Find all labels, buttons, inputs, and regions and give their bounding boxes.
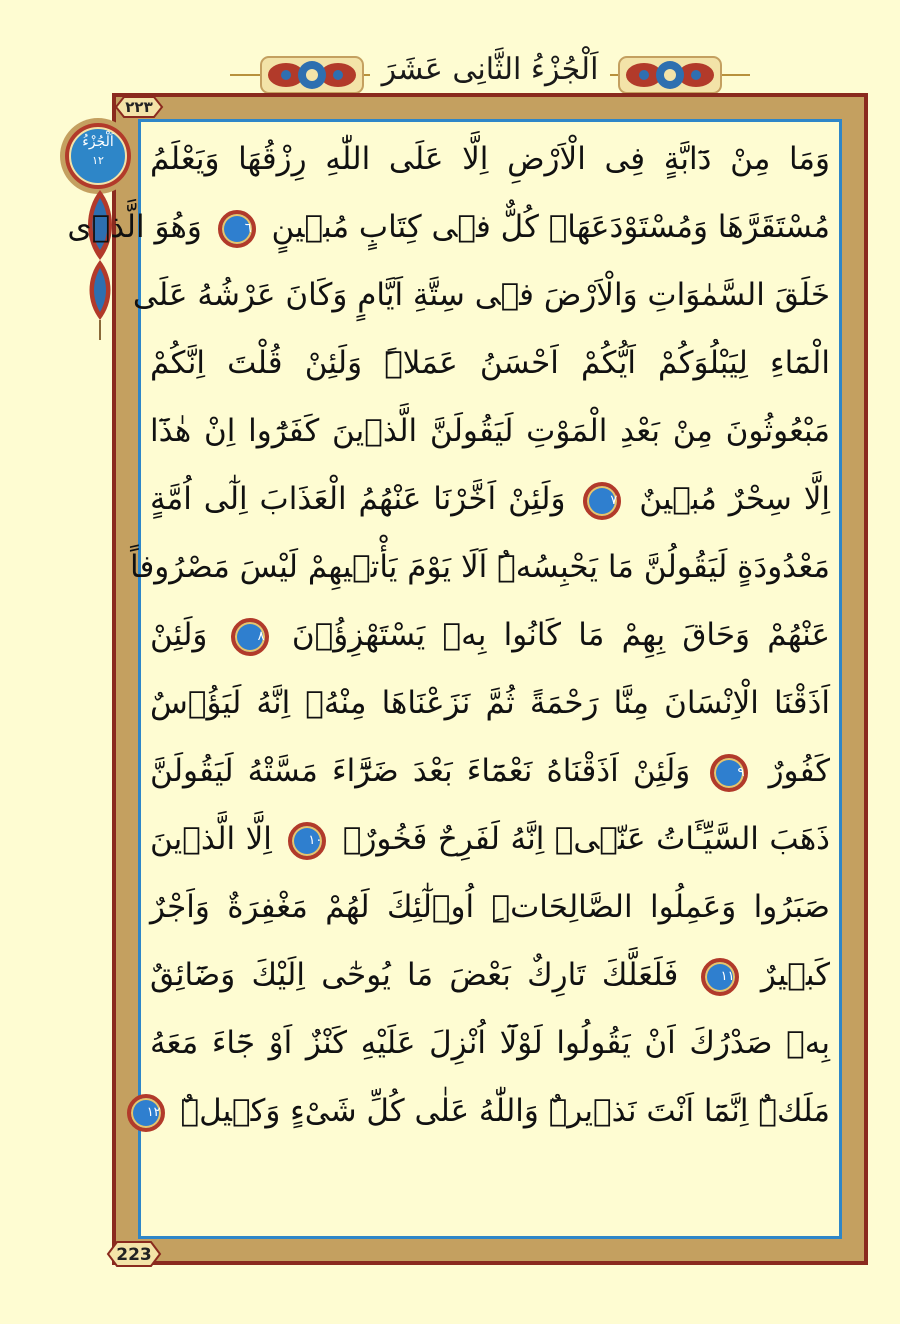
medallion-number: ١٢: [92, 154, 104, 167]
text-line: [150, 669, 830, 737]
juz-medallion: [58, 116, 138, 196]
verse-text: مَبْعُوثُونَ مِنْ بَعْدِ الْمَوْتِ لَيَقُولَنَّ الَّذٖينَ كَفَرُٓوا اِنْ هٰذَٓا: [150, 413, 830, 449]
verse-text: مَلَكٌۜ اِنَّمَٓا اَنْتَ نَذٖيرٌۜ وَاللّٰهُ عَلٰى كُلِّ شَیْءٍ وَكٖيلٌۜ: [180, 1093, 830, 1129]
header-ornament-right-icon: [618, 56, 722, 94]
verse-text: صَبَرُوا وَعَمِلُوا الصَّالِحَاتِۜ اُو۬لٰٓئِكَ لَهُمْ مَغْفِرَةٌ وَاَجْرٌ: [150, 889, 830, 925]
verse-text: ذَهَبَ السَّيِّـَٔاتُ عَنّٖىۜ اِنَّهُ لَفَرِحٌ فَخُورٌۙ: [342, 821, 830, 857]
verse-text: مَعْدُودَةٍ لَيَقُولُنَّ مَا يَحْبِسُهُۜ اَلَا يَوْمَ يَأْتٖيهِمْ لَيْسَ مَصْرُوفاً: [130, 549, 830, 585]
verse-text: بِهٖ صَدْرُكَ اَنْ يَقُولُوا لَوْلَٓا اُنْزِلَ عَلَيْهِ كَنْزٌ اَوْ جَٓاءَ مَعَهُ: [150, 1025, 830, 1061]
text-line: [150, 125, 830, 193]
verse-text: خَلَقَ السَّمٰوَاتِ وَالْاَرْضَ فٖى سِتَّةِ اَيَّامٍ وَكَانَ عَرْشُهُ عَلَى: [132, 277, 830, 313]
page-number-latin: 223: [116, 1245, 152, 1265]
medallion-label: اَلْجُزْءُ: [82, 134, 114, 150]
ayah-marker: ١٠: [288, 822, 326, 860]
text-line: [150, 465, 830, 533]
verse-text: وَلَئِنْ اَذَقْنَاهُ نَعْمَٓاءَ بَعْدَ ضَرَّٓاءَ مَسَّتْهُ لَيَقُولَنَّ: [150, 753, 691, 789]
text-line: [150, 873, 830, 941]
text-line: [67, 193, 830, 261]
ayah-marker: ١٢: [127, 1094, 165, 1132]
text-line: [150, 329, 830, 397]
text-line: [150, 941, 830, 1009]
verse-text: اَذَقْنَا الْاِنْسَانَ مِنَّا رَحْمَةً ثُمَّ نَزَعْنَاهَا مِنْهُۚ اِنَّهُ لَيَؤُ۫سٌ: [150, 685, 830, 721]
verse-text: الْمَٓاءِ لِيَبْلُوَكُمْ اَيُّكُمْ اَحْسَنُ عَمَلاًۜ وَلَئِنْ قُلْتَ اِنَّكُمْ: [150, 345, 830, 381]
ayah-marker: ٦: [218, 210, 256, 248]
verse-text: اِلَّا سِحْرٌ مُبٖينٌ: [639, 481, 831, 517]
verse-text: فَلَعَلَّكَ تَارِكٌ بَعْضَ مَا يُوحٰٓى اِلَيْكَ وَضَٓائِقٌ: [150, 957, 679, 993]
ayah-marker: ٩: [710, 754, 748, 792]
verse-text: كَفُورٌ: [768, 753, 831, 789]
verse-text: اِلَّا الَّذٖينَ: [150, 821, 272, 857]
text-line: [150, 737, 830, 805]
verse-text: وَمَا مِنْ دَٓابَّةٍ فِى الْاَرْضِ اِلَّا عَلَى اللّٰهِ رِزْقُهَا وَيَعْلَمُ: [150, 141, 830, 177]
verse-text: وَهُوَ الَّذٖى: [67, 209, 202, 245]
verse-text: وَلَئِنْ اَخَّرْنَا عَنْهُمُ الْعَذَابَ اِلٰٓى اُمَّةٍ: [150, 481, 566, 517]
text-line: [130, 533, 830, 601]
verse-text: كَبٖيرٌ: [760, 957, 831, 993]
text-line: [150, 805, 830, 873]
text-line: [150, 1009, 830, 1077]
text-line: [146, 1077, 830, 1145]
ayah-marker: ١١: [701, 958, 739, 996]
page-number-bottom: [104, 1240, 164, 1268]
verse-text: مُسْتَقَرَّهَا وَمُسْتَوْدَعَهَاۜ كُلٌّ فٖى كِتَابٍ مُبٖينٍ: [271, 209, 830, 245]
ayah-marker: ٨: [231, 618, 269, 656]
verse-text: عَنْهُمْ وَحَاقَ بِهِمْ مَا كَانُوا بِهٖ يَسْتَهْزِؤُ۫نَ: [291, 617, 831, 653]
juz-title: اَلْجُزْءُ الثَّانِى عَشَرَ: [370, 52, 610, 87]
text-line: [132, 261, 830, 329]
text-line: [150, 601, 830, 669]
page-number-arabic: ٢٢٣: [125, 98, 153, 116]
ayah-marker: ٧: [583, 482, 621, 520]
text-line: [150, 397, 830, 465]
header-ornament-left-icon: [260, 56, 364, 94]
verse-text: وَلَئِنْ: [150, 617, 208, 653]
